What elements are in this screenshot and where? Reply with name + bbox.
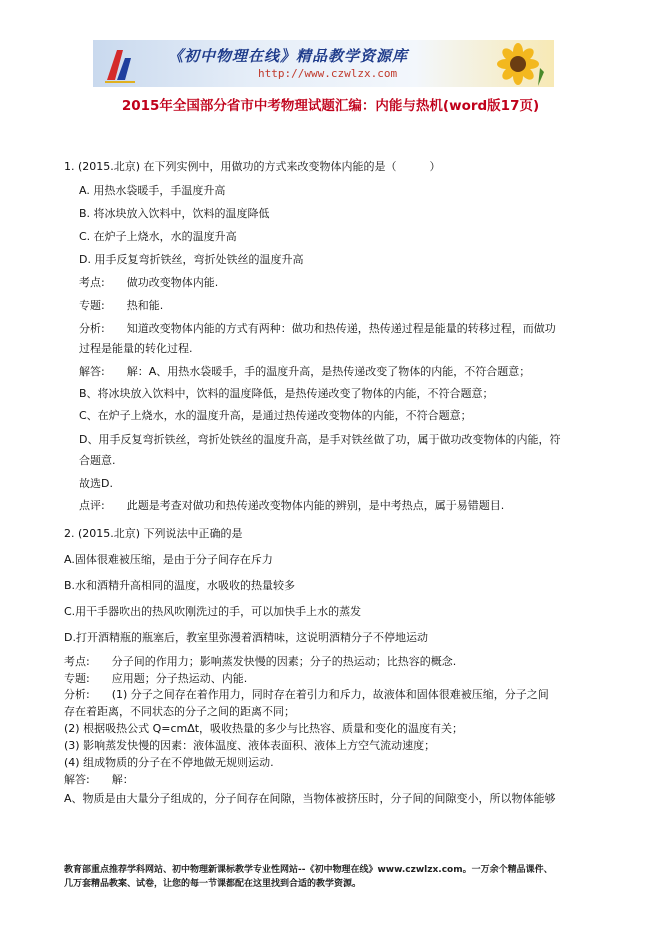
sunflower-icon (488, 42, 548, 86)
q1-jieda-d-line2: 合题意. (79, 454, 116, 467)
banner-title: 《初中物理在线》精品教学资源库 (168, 47, 409, 65)
q2-stem: 2. (2015.北京) 下列说法中正确的是 (64, 527, 243, 540)
q1-stem: 1. (2015.北京) 在下列实例中，用做功的方式来改变物体内能的是（ ） (64, 160, 441, 173)
header-banner (93, 40, 554, 87)
q1-option-d: D. 用手反复弯折铁丝，弯折处铁丝的温度升高 (79, 253, 304, 266)
q2-zhuanti: 专题: 应用题；分子热运动、内能. (64, 672, 248, 685)
banner-url[interactable]: http://www.czwlzx.com (258, 67, 398, 80)
q1-answer: 故选D. (79, 477, 113, 490)
q1-zhuanti: 专题: 热和能. (79, 299, 164, 312)
q2-kaodian: 考点: 分子间的作用力；影响蒸发快慢的因素；分子的热运动；比热容的概念. (64, 655, 457, 668)
q1-option-c: C. 在炉子上烧水，水的温度升高 (79, 230, 237, 243)
q1-fenxi-line2: 过程是能量的转化过程. (79, 342, 193, 355)
q2-fenxi-line2: 存在着距离，不同状态的分子之间的距离不同； (64, 705, 295, 718)
q2-jieda: 解答: 解： (64, 773, 134, 786)
q2-fenxi-line1: 分析: (1) 分子之间存在着作用力，同时存在着引力和斥力，故液体和固体很难被压缩，分子之间 (64, 688, 549, 701)
page-footer (64, 863, 624, 891)
q1-jieda-b: B、将冰块放入饮料中，饮料的温度降低，是热传递改变了物体的内能，不符合题意； (79, 387, 494, 400)
document-title: 2015年全国部分省市中考物理试题汇编：内能与热机(word版17页) (121, 98, 540, 114)
q2-fenxi-line3: (2) 根据吸热公式 Q=cmΔt，吸收热量的多少与比热容、质量和变化的温度有关； (64, 722, 464, 735)
site-logo-icon (103, 44, 137, 84)
q2-fenxi-line4: (3) 影响蒸发快慢的因素：液体温度、液体表面积、液体上方空气流动速度； (64, 739, 436, 752)
q2-option-d: D.打开酒精瓶的瓶塞后，教室里弥漫着酒精味，这说明酒精分子不停地运动 (64, 631, 428, 644)
q1-fenxi-line1: 分析: 知道改变物体内能的方式有两种：做功和热传递，热传递过程是能量的转移过程，而做功 (79, 322, 556, 335)
q1-jieda-c: C、在炉子上烧水，水的温度升高，是通过热传递改变物体的内能，不符合题意； (79, 409, 472, 422)
q2-option-b: B.水和酒精升高相同的温度，水吸收的热量较多 (64, 579, 296, 592)
q1-option-b: B. 将冰块放入饮料中，饮料的温度降低 (79, 207, 270, 220)
q1-kaodian: 考点: 做功改变物体内能. (79, 276, 219, 289)
q2-fenxi-line5: (4) 组成物质的分子在不停地做无规则运动. (64, 756, 274, 769)
footer-line1: 教育部重点推荐学科网站、初中物理新课标教学专业性网站--《初中物理在线》www.czwlzx.com。一万余个精品课件、 (64, 865, 553, 875)
q1-option-a: A. 用热水袋暖手，手温度升高 (79, 184, 226, 197)
q1-jieda-a: 解答: 解：A、用热水袋暖手，手的温度升高，是热传递改变了物体的内能，不符合题意； (79, 365, 531, 378)
footer-line2: 几万套精品教案、试卷，让您的每一节课都配在这里找到合适的教学资源。 (64, 879, 362, 889)
q2-option-a: A.固体很难被压缩，是由于分子间存在斥力 (64, 553, 273, 566)
q1-dianping: 点评: 此题是考查对做功和热传递改变物体内能的辨别，是中考热点，属于易错题目. (79, 499, 505, 512)
q2-jieda-a: A、物质是由大量分子组成的，分子间存在间隙，当物体被挤压时，分子间的间隙变小，所以物体能够 (64, 792, 556, 805)
q1-jieda-d-line1: D、用手反复弯折铁丝，弯折处铁丝的温度升高，是手对铁丝做了功，属于做功改变物体的内能，符 (79, 433, 561, 446)
q2-option-c: C.用干手器吹出的热风吹刚洗过的手，可以加快手上水的蒸发 (64, 605, 362, 618)
